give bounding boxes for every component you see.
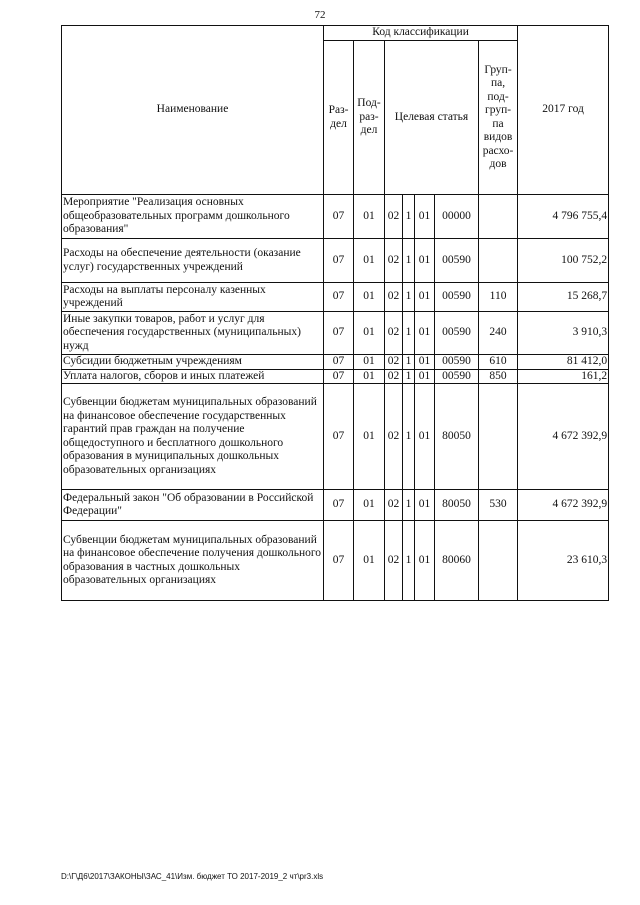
row-expense-group — [479, 521, 518, 601]
row-target-2: 1 — [403, 369, 415, 384]
row-expense-group: 110 — [479, 283, 518, 312]
header-name: Наименование — [62, 26, 324, 195]
row-target-3: 01 — [415, 490, 435, 521]
header-subsection: Под- раз- дел — [354, 41, 385, 195]
table-row — [62, 239, 609, 283]
table-row — [62, 384, 609, 490]
row-name: Уплата налогов, сборов и иных платежей — [62, 369, 324, 384]
row-name: Иные закупки товаров, работ и услуг для обеспечения государственных (муниципальных) нужд — [62, 312, 324, 355]
row-expense-group: 530 — [479, 490, 518, 521]
row-target-3: 01 — [415, 369, 435, 384]
row-target-1: 02 — [385, 369, 403, 384]
table-row — [62, 490, 609, 521]
header-classification-code: Код классификации — [324, 26, 518, 41]
row-subsection: 01 — [354, 384, 385, 490]
table-row — [62, 355, 609, 370]
row-subsection: 01 — [354, 369, 385, 384]
budget-table — [61, 25, 609, 601]
row-name: Расходы на обеспечение деятельности (оказание услуг) государственных учреждений — [62, 239, 324, 283]
row-target-3: 01 — [415, 355, 435, 370]
row-amount: 23 610,3 — [518, 521, 609, 601]
row-target-1: 02 — [385, 239, 403, 283]
row-target-1: 02 — [385, 195, 403, 239]
row-subsection: 01 — [354, 355, 385, 370]
header-section: Раз- дел — [324, 41, 354, 195]
row-target-3: 01 — [415, 195, 435, 239]
row-target-3: 01 — [415, 283, 435, 312]
row-section: 07 — [324, 283, 354, 312]
row-target-2: 1 — [403, 195, 415, 239]
page-number: 72 — [314, 9, 326, 21]
row-subsection: 01 — [354, 490, 385, 521]
row-target-4: 00590 — [435, 239, 479, 283]
row-subsection: 01 — [354, 283, 385, 312]
row-section: 07 — [324, 239, 354, 283]
row-name: Субвенции бюджетам муниципальных образований на финансовое обеспечение получения дошкольного образования в частных дошкольных образовательных организациях — [62, 521, 324, 601]
row-amount: 4 796 755,4 — [518, 195, 609, 239]
row-expense-group — [479, 195, 518, 239]
row-target-1: 02 — [385, 384, 403, 490]
row-expense-group: 850 — [479, 369, 518, 384]
row-subsection: 01 — [354, 239, 385, 283]
row-expense-group — [479, 384, 518, 490]
file-path-footer: D:\Г\Д6\2017\ЗАКОНЫ\ЗАС_41\Изм. бюджет ТО 2017-2019_2 чт\pr3.xls — [61, 872, 324, 881]
row-target-2: 1 — [403, 283, 415, 312]
row-section: 07 — [324, 490, 354, 521]
row-target-4: 80060 — [435, 521, 479, 601]
row-expense-group: 610 — [479, 355, 518, 370]
row-amount: 15 268,7 — [518, 283, 609, 312]
row-target-1: 02 — [385, 521, 403, 601]
row-section: 07 — [324, 369, 354, 384]
row-target-4: 00000 — [435, 195, 479, 239]
row-name: Субсидии бюджетным учреждениям — [62, 355, 324, 370]
row-target-3: 01 — [415, 312, 435, 355]
row-section: 07 — [324, 384, 354, 490]
row-subsection: 01 — [354, 312, 385, 355]
row-expense-group: 240 — [479, 312, 518, 355]
row-amount: 3 910,3 — [518, 312, 609, 355]
row-section: 07 — [324, 521, 354, 601]
row-target-4: 00590 — [435, 355, 479, 370]
row-target-4: 00590 — [435, 369, 479, 384]
row-target-2: 1 — [403, 490, 415, 521]
header-row-top — [62, 26, 609, 41]
row-name: Расходы на выплаты персоналу казенных учреждений — [62, 283, 324, 312]
header-expense-group: Груп- па, под- груп- па видов расхо- дов — [479, 41, 518, 195]
row-target-1: 02 — [385, 490, 403, 521]
row-target-2: 1 — [403, 239, 415, 283]
row-section: 07 — [324, 355, 354, 370]
row-target-4: 00590 — [435, 283, 479, 312]
table-row — [62, 369, 609, 384]
row-target-4: 80050 — [435, 490, 479, 521]
table-row — [62, 283, 609, 312]
row-amount: 81 412,0 — [518, 355, 609, 370]
row-amount: 161,2 — [518, 369, 609, 384]
header-target-article: Целевая статья — [385, 41, 479, 195]
row-target-1: 02 — [385, 355, 403, 370]
table-row — [62, 312, 609, 355]
row-target-2: 1 — [403, 312, 415, 355]
row-amount: 4 672 392,9 — [518, 490, 609, 521]
row-expense-group — [479, 239, 518, 283]
row-section: 07 — [324, 312, 354, 355]
row-subsection: 01 — [354, 521, 385, 601]
row-subsection: 01 — [354, 195, 385, 239]
row-target-3: 01 — [415, 239, 435, 283]
row-amount: 4 672 392,9 — [518, 384, 609, 490]
row-target-3: 01 — [415, 384, 435, 490]
row-name: Субвенции бюджетам муниципальных образований на финансовое обеспечение государственных гарантий прав граждан на получение общедоступного и бесплатного дошкольного образования в муниципальных дошкольных образовательных организациях — [62, 384, 324, 490]
row-name: Федеральный закон "Об образовании в Российской Федерации" — [62, 490, 324, 521]
row-target-1: 02 — [385, 283, 403, 312]
row-target-3: 01 — [415, 521, 435, 601]
row-amount: 100 752,2 — [518, 239, 609, 283]
row-target-1: 02 — [385, 312, 403, 355]
table-row — [62, 521, 609, 601]
table-row — [62, 195, 609, 239]
row-section: 07 — [324, 195, 354, 239]
row-name: Мероприятие "Реализация основных общеобразовательных программ дошкольного образования" — [62, 195, 324, 239]
row-target-2: 1 — [403, 521, 415, 601]
row-target-2: 1 — [403, 355, 415, 370]
header-year: 2017 год — [518, 26, 609, 195]
row-target-2: 1 — [403, 384, 415, 490]
row-target-4: 80050 — [435, 384, 479, 490]
row-target-4: 00590 — [435, 312, 479, 355]
